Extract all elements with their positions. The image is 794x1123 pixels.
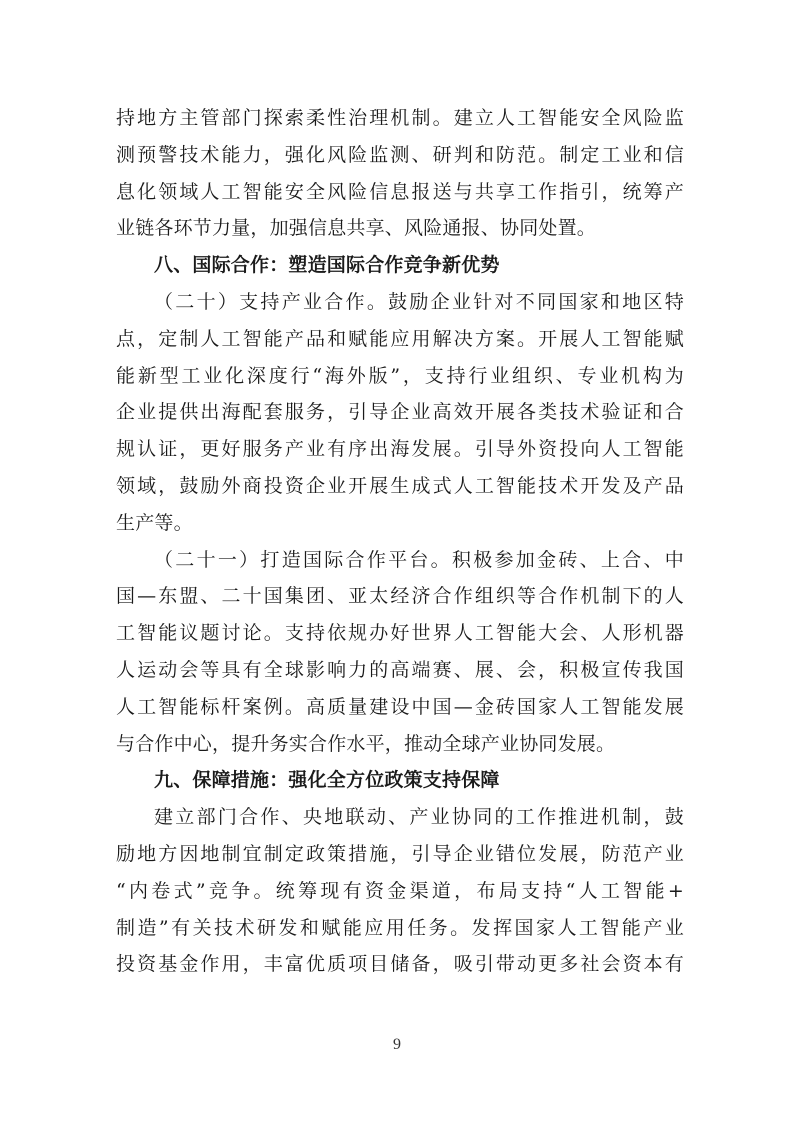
text-line: 点，定制人工智能产品和赋能应用解决方案。开展人工智能赋 — [116, 327, 684, 350]
text-line: 规认证，更好服务产业有序出海发展。引导外资投向人工智能 — [116, 438, 684, 461]
text-line: 生产等。 — [116, 511, 193, 534]
text-line: （二十）支持产业合作。鼓励企业针对不同国家和地区特 — [154, 290, 684, 313]
text-line: 能新型工业化深度行“海外版”，支持行业组织、专业机构为 — [116, 364, 684, 387]
document-body — [116, 100, 684, 983]
text-line: 人运动会等具有全球影响力的高端赛、展、会，积极宣传我国 — [116, 658, 684, 681]
text-line: 业链各环节力量，加强信息共享、风险通报、协同处置。 — [116, 217, 597, 240]
text-line: 息化领域人工智能安全风险信息报送与共享工作指引，统筹产 — [116, 180, 684, 203]
text-line: 国—东盟、二十国集团、亚太经济合作组织等合作机制下的人 — [116, 585, 684, 608]
text-line: 领域，鼓励外商投资企业开展生成式人工智能技术开发及产品 — [116, 474, 684, 497]
text-line: 建立部门合作、央地联动、产业协同的工作推进机制，鼓 — [154, 806, 684, 829]
text-line: 持地方主管部门探索柔性治理机制。建立人工智能安全风险监 — [116, 107, 684, 129]
text-line: 企业提供出海配套服务，引导企业高效开展各类技术验证和合 — [116, 401, 684, 424]
text-line: 人工智能标杆案例。高质量建设中国—金砖国家人工智能发展 — [116, 695, 684, 718]
page-number: 9 — [393, 1036, 401, 1053]
section-heading-international-cooperation: 八、国际合作：塑造国际合作竞争新优势 — [154, 254, 500, 277]
text-line: 测预警技术能力，强化风险监测、研判和防范。制定工业和信 — [116, 143, 684, 166]
text-line: 工智能议题讨论。支持依规办好世界人工智能大会、人形机器 — [116, 622, 684, 645]
section-heading-safeguard-measures: 九、保障措施：强化全方位政策支持保障 — [154, 769, 500, 792]
text-line: （二十一）打造国际合作平台。积极参加金砖、上合、中 — [154, 548, 684, 571]
text-line: 励地方因地制宜制定政策措施，引导企业错位发展，防范产业 — [116, 842, 684, 865]
text-line: 与合作中心，提升务实合作水平，推动全球产业协同发展。 — [116, 732, 616, 755]
text-line: “内卷式”竞争。统筹现有资金渠道，布局支持“人工智能+ — [116, 879, 684, 902]
text-line: 制造”有关技术研发和赋能应用任务。发挥国家人工智能产业 — [116, 916, 684, 939]
text-line: 投资基金作用，丰富优质项目储备，吸引带动更多社会资本有 — [116, 953, 684, 976]
